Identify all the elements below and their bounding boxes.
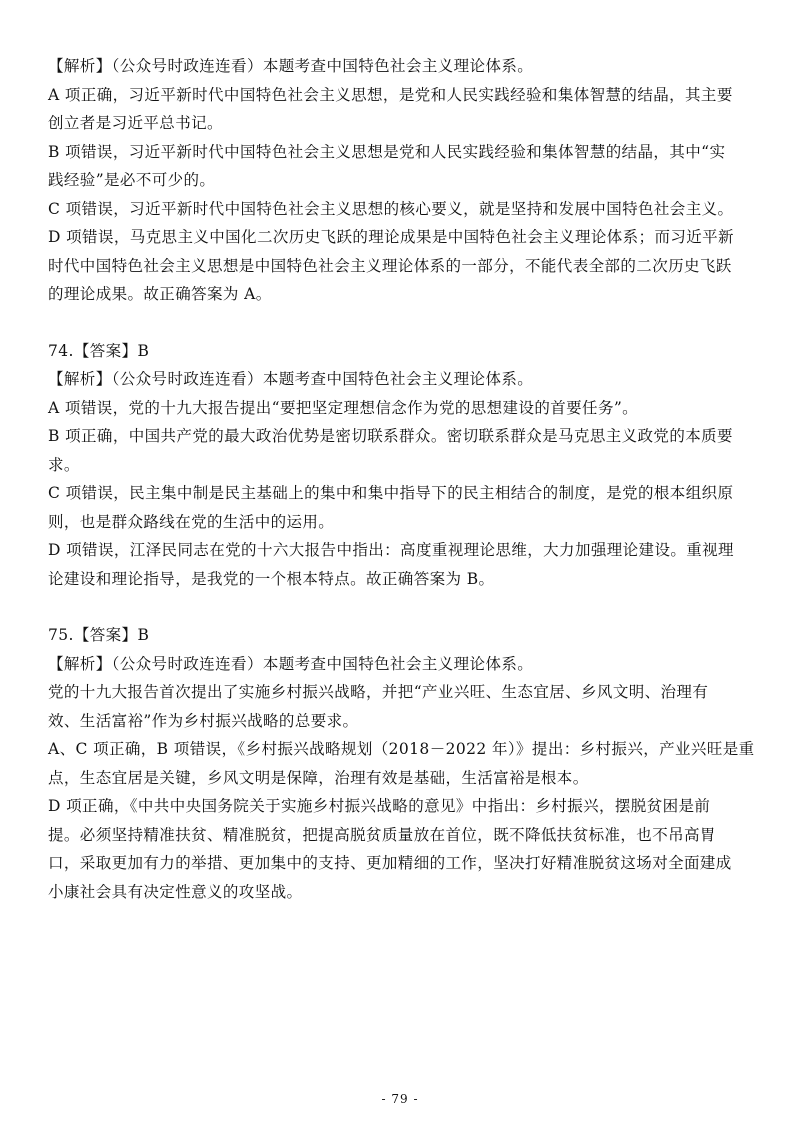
q74-section bbox=[48, 337, 760, 594]
q73-analysis-heading: 【解析】（公众号时政连连看）本题考查中国特色社会主义理论体系。 bbox=[48, 57, 534, 75]
q73-option-c bbox=[48, 195, 760, 224]
q75-option-d-line: 口，采取更加有力的举措、更加集中的支持、更加精细的工作，坚决打好精准脱贫这场对全面建成 bbox=[48, 854, 732, 872]
q74-answer: 74.【答案】B bbox=[48, 341, 150, 360]
section-gap bbox=[48, 309, 760, 337]
q74-option-c-line: 则，也是群众路线在党的生活中的运用。 bbox=[48, 512, 335, 531]
q73-analysis-section bbox=[48, 52, 760, 309]
q75-intro-line: 党的十九大报告首次提出了实施乡村振兴战略，并把“产业兴旺、生态宜居、乡风文明、治理有 bbox=[48, 683, 709, 701]
q73-option-d-line: 的理论成果。故正确答案为 A。 bbox=[48, 285, 272, 303]
q74-option-d bbox=[48, 536, 760, 593]
q75-option-ac-line: 点，生态宜居是关键，乡风文明是保障，治理有效是基础，生活富裕是根本。 bbox=[48, 768, 589, 787]
q73-option-b-line: B 项错误，习近平新时代中国特色社会主义思想是党和人民实践经验和集体智慧的结晶，其中“实 bbox=[48, 142, 726, 161]
q75-analysis-heading: 【解析】（公众号时政连连看）本题考查中国特色社会主义理论体系。 bbox=[48, 654, 534, 673]
q73-option-a-line: A 项正确，习近平新时代中国特色社会主义思想，是党和人民实践经验和集体智慧的结晶，其主要 bbox=[48, 85, 733, 104]
q75-intro-line: 效、生活富裕”作为乡村振兴战略的总要求。 bbox=[48, 711, 359, 730]
page-number: - 79 - bbox=[381, 1092, 419, 1106]
q73-option-a bbox=[48, 81, 760, 138]
q74-option-b-line: B 项正确，中国共产党的最大政治优势是密切联系群众。密切联系群众是马克思主义政党的本质要 bbox=[48, 427, 733, 445]
q73-option-d-line: D 项错误，马克思主义中国化二次历史飞跃的理论成果是中国特色社会主义理论体系；而习近平新 bbox=[48, 228, 734, 246]
q75-option-d-line: 小康社会具有决定性意义的攻坚战。 bbox=[48, 882, 303, 901]
q74-option-b-line: 求。 bbox=[48, 455, 80, 474]
q74-option-d-line: D 项错误，江泽民同志在党的十六大报告中指出：高度重视理论思维，大力加强理论建设。重视理 bbox=[48, 541, 734, 559]
q74-option-b bbox=[48, 422, 760, 479]
q75-option-d-line: D 项正确，《中共中央国务院关于实施乡村振兴战略的意见》中指出：乡村振兴，摆脱贫困是前 bbox=[48, 797, 711, 815]
document-page bbox=[48, 52, 760, 906]
q74-option-c bbox=[48, 479, 760, 536]
q74-option-c-line: C 项错误，民主集中制是民主基础上的集中和集中指导下的民主相结合的制度，是党的根本组织原 bbox=[48, 484, 734, 502]
q73-option-b bbox=[48, 138, 760, 195]
q73-option-c-line: C 项错误，习近平新时代中国特色社会主义思想的核心要义，就是坚持和发展中国特色社会主义。 bbox=[48, 199, 734, 218]
q75-option-ac-line: A、C 项正确，B 项错误，《乡村振兴战略规划（2018－2022 年）》提出：乡村振兴，产业兴旺是重 bbox=[48, 740, 755, 758]
q75-option-ac bbox=[48, 735, 760, 792]
q73-option-d-line: 时代中国特色社会主义思想是中国特色社会主义理论体系的一部分，不能代表全部的二次历史飞跃 bbox=[48, 256, 732, 275]
q74-option-d-line: 论建设和理论指导，是我党的一个根本特点。故正确答案为 B。 bbox=[48, 569, 495, 588]
q73-option-d bbox=[48, 223, 760, 309]
q75-section bbox=[48, 621, 760, 906]
q74-option-a bbox=[48, 394, 760, 423]
q75-option-d-line: 提。必须坚持精准扶贫、精准脱贫，把提高脱贫质量放在首位，既不降低扶贫标准，也不吊高胃 bbox=[48, 825, 716, 844]
q75-option-d bbox=[48, 792, 760, 906]
q73-option-a-line: 创立者是习近平总书记。 bbox=[48, 114, 223, 132]
q75-answer: 75.【答案】B bbox=[48, 626, 150, 644]
q75-intro bbox=[48, 678, 760, 735]
q74-option-a-line: A 项错误，党的十九大报告提出“要把坚定理想信念作为党的思想建设的首要任务”。 bbox=[48, 398, 639, 417]
q73-option-b-line: 践经验”是必不可少的。 bbox=[48, 171, 216, 189]
q74-analysis-heading: 【解析】（公众号时政连连看）本题考查中国特色社会主义理论体系。 bbox=[48, 370, 534, 388]
section-gap bbox=[48, 593, 760, 621]
